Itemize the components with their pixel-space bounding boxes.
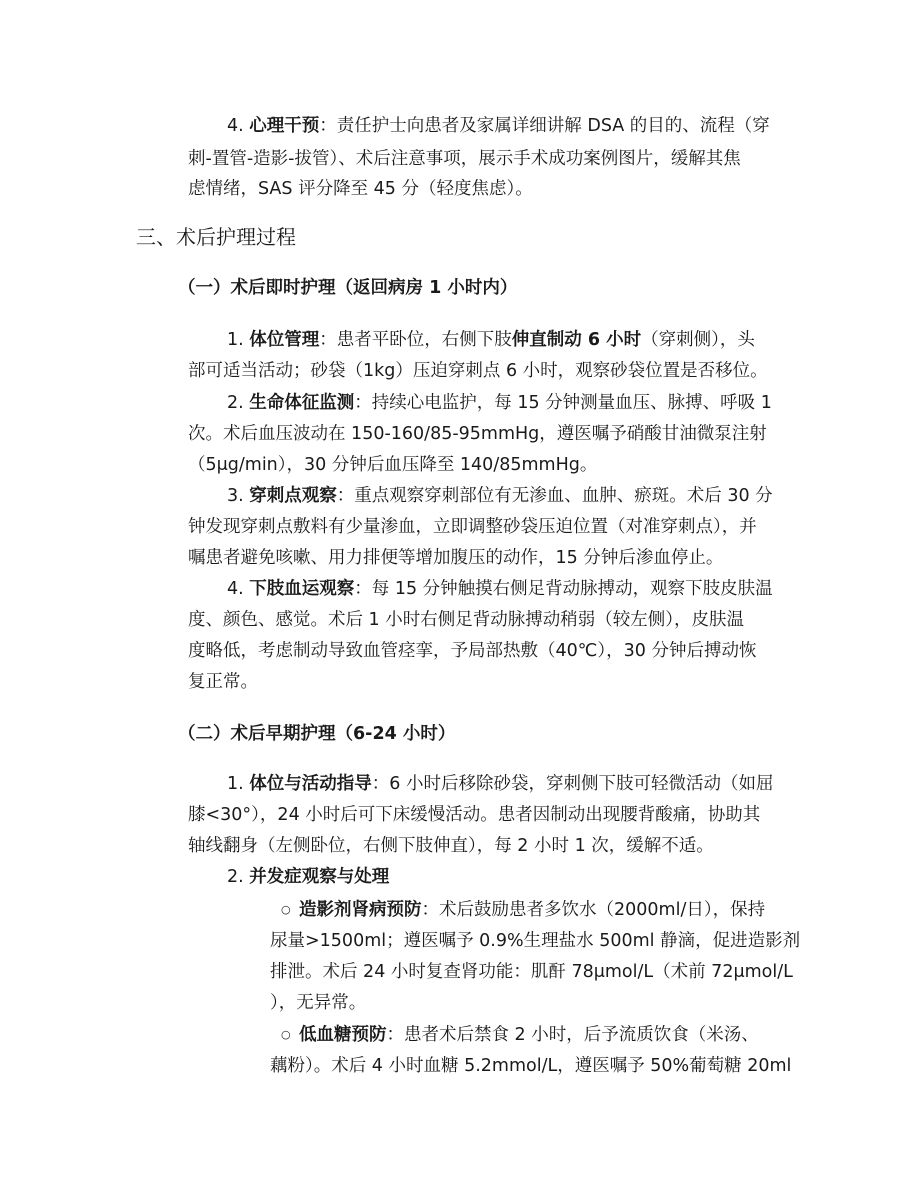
part1-item1-number: 1.: [227, 330, 244, 350]
part2-item2-title: 并发症观察与处理: [249, 867, 390, 887]
part1-item2-text1: ：持续心电监护，每 15 分钟测量血压、脉搏、呼吸 1: [354, 393, 772, 413]
part1-item3-number: 3.: [227, 486, 244, 506]
part1-item3-text1: ：重点观察穿刺部位有无渗血、血肿、瘀斑。术后 30 分: [336, 486, 773, 506]
part1-item1-text-c: （穿刺侧），头: [641, 330, 755, 350]
part1-item4-text1: ：每 15 分钟触摸右侧足背动脉搏动，观察下肢皮肤温: [354, 579, 773, 599]
part2-item2-number: 2.: [227, 867, 244, 887]
part2-sub1-line1: [281, 898, 765, 922]
part1-item1-line1: [227, 328, 755, 352]
part1-item3-title: 穿刺点观察: [249, 486, 337, 506]
part2-sub1-line4: ），无异常。: [270, 993, 367, 1013]
part1-item2-number: 2.: [227, 393, 244, 413]
preop-item4-line2: 刺-置管-造影-拔管）、术后注意事项，展示手术成功案例图片，缓解其焦: [188, 149, 741, 169]
part1-item1-line2: 部可适当活动；砂袋（1kg）压迫穿刺点 6 小时，观察砂袋位置是否移位。: [188, 361, 768, 381]
part1-item4-title: 下肢血运观察: [249, 579, 355, 599]
part2-sub2-line1: [281, 1023, 759, 1047]
part2-sub2-title: 低血糖预防: [299, 1025, 387, 1045]
part2-title: （二）术后早期护理（6-24 小时）: [178, 724, 456, 744]
preop-item4-line1: [227, 114, 770, 138]
part1-item3-line1: [227, 484, 773, 508]
part2-sub1-line2: 尿量>1500ml；遵医嘱予 0.9%生理盐水 500ml 静滴，促进造影剂: [270, 931, 801, 951]
part1-item2-line1: [227, 391, 772, 415]
preop-item4-title: 心理干预: [249, 116, 320, 136]
part1-item2-line2: 次。术后血压波动在 150-160/85-95mmHg，遵医嘱予硝酸甘油微泵注射: [188, 424, 767, 444]
part2-item1-text1: ：6 小时后移除砂袋，穿刺侧下肢可轻微活动（如屈: [371, 774, 774, 794]
part2-sub1-text1: ：术后鼓励患者多饮水（2000ml/日），保持: [421, 900, 766, 920]
section3-title: 三、术后护理过程: [136, 225, 296, 249]
part2-sub1-line3: 排泄。术后 24 小时复查肾功能：肌酐 78μmol/L（术前 72μmol/L: [270, 962, 793, 982]
part2-sub1-title: 造影剂肾病预防: [299, 900, 422, 920]
part2-item2-line1: [227, 865, 389, 889]
part1-item4-line4: 复正常。: [188, 672, 258, 692]
preop-item4-number: 4.: [227, 116, 244, 136]
part1-item4-number: 4.: [227, 579, 244, 599]
bullet-circle-icon: ○: [281, 903, 291, 916]
preop-item4-text1: ：责任护士向患者及家属详细讲解 DSA 的目的、流程（穿: [319, 116, 770, 136]
part1-item4-line3: 度略低，考虑制动导致血管痉挛，予局部热敷（40℃），30 分钟后搏动恢: [188, 641, 757, 661]
part1-item1-text-bold: 伸直制动 6 小时: [511, 330, 642, 350]
part1-item3-line3: 嘱患者避免咳嗽、用力排便等增加腹压的动作，15 分钟后渗血停止。: [188, 548, 724, 568]
part2-sub2-line2: 藕粉）。术后 4 小时血糖 5.2mmol/L，遵医嘱予 50%葡萄糖 20ml: [270, 1056, 792, 1076]
part1-item2-title: 生命体征监测: [249, 393, 355, 413]
part2-item1-line1: [227, 772, 773, 796]
part2-item1-title: 体位与活动指导: [249, 774, 372, 794]
part2-item1-line3: 轴线翻身（左侧卧位，右侧下肢伸直），每 2 小时 1 次，缓解不适。: [188, 836, 714, 856]
part2-item1-number: 1.: [227, 774, 244, 794]
part1-item4-line1: [227, 577, 773, 601]
part1-item2-line3: （5μg/min），30 分钟后血压降至 140/85mmHg。: [188, 455, 598, 475]
part1-item4-line2: 度、颜色、感觉。术后 1 小时右侧足背动脉搏动稍弱（较左侧），皮肤温: [188, 610, 745, 630]
part1-item1-title: 体位管理: [249, 330, 320, 350]
part1-item1-text-a: ：患者平卧位，右侧下肢: [319, 330, 512, 350]
bullet-circle-icon: ○: [281, 1028, 291, 1041]
preop-item4-line3: 虑情绪，SAS 评分降至 45 分（轻度焦虑）。: [188, 179, 533, 199]
part2-sub2-text1: ：患者术后禁食 2 小时，后予流质饮食（米汤、: [386, 1025, 759, 1045]
part1-item3-line2: 钟发现穿刺点敷料有少量渗血，立即调整砂袋压迫位置（对准穿刺点），并: [188, 517, 757, 537]
part1-title: （一）术后即时护理（返回病房 1 小时内）: [178, 278, 518, 298]
part2-item1-line2: 膝<30°），24 小时后可下床缓慢活动。患者因制动出现腰背酸痛，协助其: [188, 805, 761, 825]
